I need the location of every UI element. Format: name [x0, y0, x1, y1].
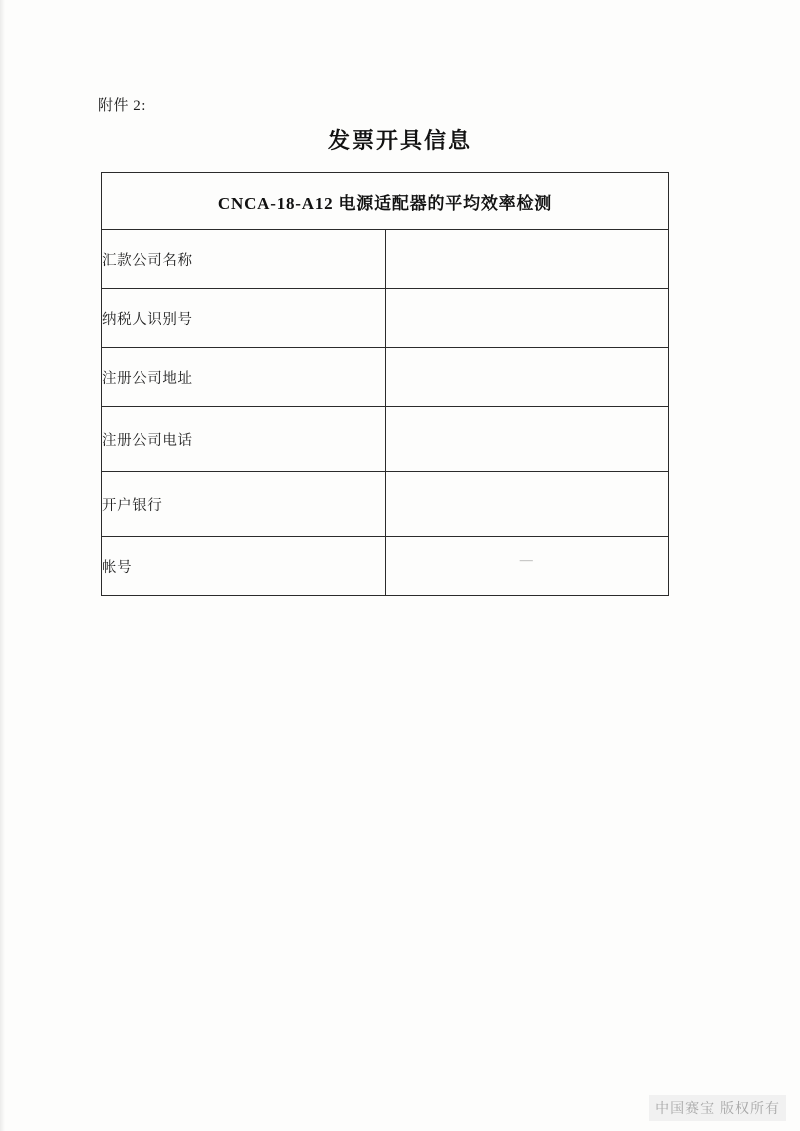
row-value-company-name[interactable] [385, 230, 669, 289]
row-label-account-number: 帐号 [102, 537, 386, 596]
row-label-bank: 开户银行 [102, 472, 386, 537]
table-row [102, 407, 669, 472]
page-edge-shadow [0, 0, 5, 1131]
row-label-company-name: 汇款公司名称 [102, 230, 386, 289]
table-row [102, 537, 669, 596]
dash-mark: — [519, 552, 534, 567]
table-header-row [102, 173, 669, 230]
table-row [102, 230, 669, 289]
copyright-watermark: 中国赛宝 版权所有 [649, 1095, 786, 1121]
table-row [102, 348, 669, 407]
row-label-tax-id: 纳税人识别号 [102, 289, 386, 348]
page-title: 发票开具信息 [327, 128, 472, 153]
table-row [102, 472, 669, 537]
table-header-label: CNCA-18-A12 电源适配器的平均效率检测 [102, 173, 669, 230]
row-value-company-address[interactable] [385, 348, 669, 407]
row-value-account-number[interactable] [385, 537, 669, 596]
invoice-info-table [101, 172, 669, 596]
row-label-company-address: 注册公司地址 [102, 348, 386, 407]
row-value-tax-id[interactable] [385, 289, 669, 348]
row-value-company-phone[interactable] [385, 407, 669, 472]
attachment-label: 附件 2: [98, 98, 146, 114]
table-row [102, 289, 669, 348]
row-label-company-phone: 注册公司电话 [102, 407, 386, 472]
row-value-bank[interactable] [385, 472, 669, 537]
